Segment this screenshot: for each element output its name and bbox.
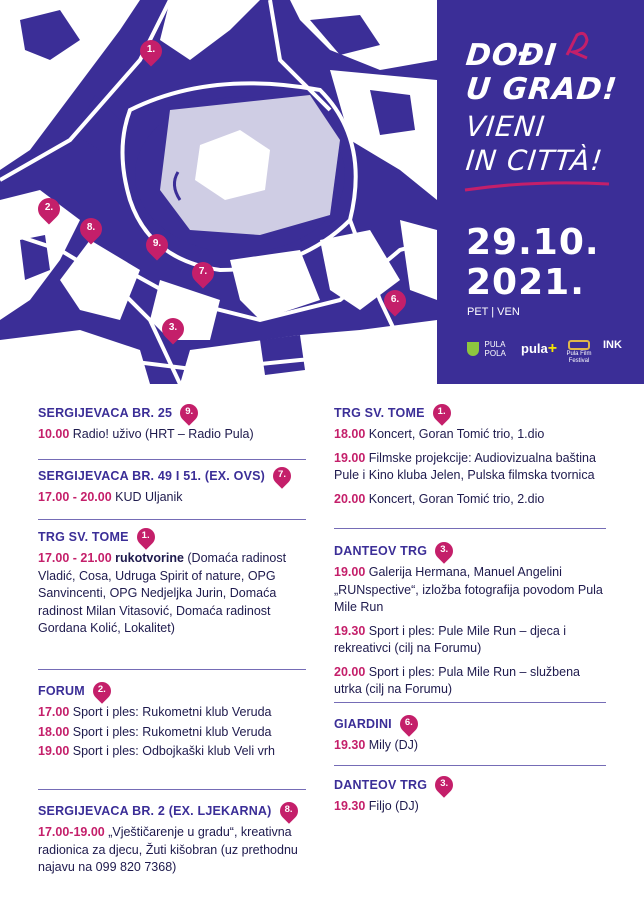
map-pin-7[interactable]: 7. [192, 262, 214, 284]
map-pin-6[interactable]: 6. [384, 290, 406, 312]
event-item: 18.00 Sport i ples: Rukometni klub Veruda [38, 724, 272, 739]
divider [334, 528, 606, 529]
title-line-4: IN CITTÀ! [464, 144, 605, 177]
location-pin-icon[interactable]: 1. [433, 404, 451, 422]
title-line-2: U GRAD! [464, 72, 620, 107]
map-streets [0, 0, 437, 384]
event-item: 19.00 Galerija Hermana, Manuel Angelini „RUNspective“, izložba fotografija povodom Pula Mile Run [334, 565, 603, 614]
divider [38, 459, 306, 460]
section-trg-sv-tome-right [334, 402, 609, 508]
event-item: 19.00 Sport i ples: Odbojkaški klub Veli vrh [38, 744, 275, 758]
plus-icon: + [547, 340, 558, 357]
event-item: 10.00 Radio! uživo (HRT – Radio Pula) [38, 427, 254, 441]
map-pin-8[interactable]: 8. [80, 218, 102, 240]
event-item: 19.30 Mily (DJ) [334, 738, 419, 752]
divider [334, 765, 606, 766]
event-item: 17.00-19.00 „Vještičarenje u gradu“, kreativna radionica za djecu, Žuti kišobran (uz prethodnu najavu na 099 820 7368) [38, 825, 298, 874]
section-forum [38, 680, 306, 761]
divider [38, 669, 306, 670]
event-item: 19.00 Filmske projekcije: Audiovizualna baština Pule i Kino kluba Jelen, Pulska filmska tvornica [334, 450, 596, 482]
map-pin-1[interactable]: 1. [140, 40, 162, 62]
title-panel [437, 0, 644, 384]
venue-name: SERGIJEVACA BR. 49 I 51. (EX. OVS) [38, 469, 266, 483]
shield-icon [467, 342, 479, 356]
venue-name: TRG SV. TOME [334, 406, 425, 420]
event-item: 17.00 - 20.00 KUD Uljanik [38, 490, 183, 504]
divider [334, 702, 606, 703]
venue-name: SERGIJEVACA BR. 25 [38, 406, 173, 420]
venue-name: SERGIJEVACA BR. 2 (EX. LJEKARNA) [38, 804, 272, 818]
location-pin-icon[interactable]: 3. [435, 542, 453, 560]
location-pin-icon[interactable]: 8. [280, 802, 298, 820]
event-item: 18.00 Koncert, Goran Tomić trio, 1.dio [334, 427, 545, 441]
date-day: 29.10. [466, 222, 600, 263]
event-item: 20.00 Sport i ples: Pula Mile Run – službena utrka (cilj na Forumu) [334, 664, 580, 696]
location-pin-icon[interactable]: 2. [93, 682, 111, 700]
title-line-3: VIENI [464, 110, 548, 143]
section-sergijevaca-25 [38, 402, 318, 444]
weekday-label: PET | VEN [467, 306, 520, 318]
map-pin-2[interactable]: 2. [38, 198, 60, 220]
venue-name: TRG SV. TOME [38, 530, 129, 544]
event-item: 19.30 Sport i ples: Pule Mile Run – djeca i rekreativci (cilj na Forumu) [334, 623, 567, 655]
film-festival-logo: Pula Film Festival [561, 340, 597, 365]
section-sergijevaca-49-51 [38, 465, 318, 507]
title-underline [463, 178, 613, 194]
venue-name: DANTEOV TRG [334, 778, 428, 792]
ribbon-icon [557, 30, 597, 60]
section-trg-sv-tome [38, 526, 306, 638]
location-pin-icon[interactable]: 3. [435, 776, 453, 794]
section-giardini [334, 713, 609, 755]
location-pin-icon[interactable]: 1. [137, 528, 155, 546]
title-line-1: DOĐI [464, 38, 559, 73]
location-pin-icon[interactable]: 6. [400, 715, 418, 733]
map-pin-3[interactable]: 3. [162, 318, 184, 340]
location-pin-icon[interactable]: 9. [180, 404, 198, 422]
divider [38, 789, 306, 790]
event-item: 17.00 Sport i ples: Rukometni klub Veruda [38, 705, 272, 719]
city-map [0, 0, 437, 384]
location-pin-icon[interactable]: 7. [273, 467, 291, 485]
event-item: 17.00 - 21.00 rukotvorine (Domaća radinost Vladić, Cosa, Udruga Spirit of nature, OPG Sanvincenti, OPG Nedjeljka Jurin, Domaća radinost Milan Vitasović, Domaća radinost Gordana Kolić, Lokalitet) [38, 551, 287, 635]
venue-name: DANTEOV TRG [334, 544, 428, 558]
ink-logo: INK [603, 339, 622, 351]
map-pin-9[interactable]: 9. [146, 234, 168, 256]
venue-name: GIARDINI [334, 717, 392, 731]
date-year: 2021. [466, 262, 585, 303]
section-danteov-trg-2 [334, 774, 609, 816]
arena-icon [568, 340, 590, 350]
event-item: 19.30 Filjo (DJ) [334, 799, 419, 813]
venue-name: FORUM [38, 684, 85, 698]
divider [38, 519, 306, 520]
pula-plus-logo: pula+ [521, 340, 558, 357]
event-item: 20.00 Koncert, Goran Tomić trio, 2.dio [334, 491, 545, 506]
section-danteov-trg [334, 540, 609, 699]
section-sergijevaca-2 [38, 800, 306, 877]
city-logo: PULA POLA [467, 340, 517, 358]
